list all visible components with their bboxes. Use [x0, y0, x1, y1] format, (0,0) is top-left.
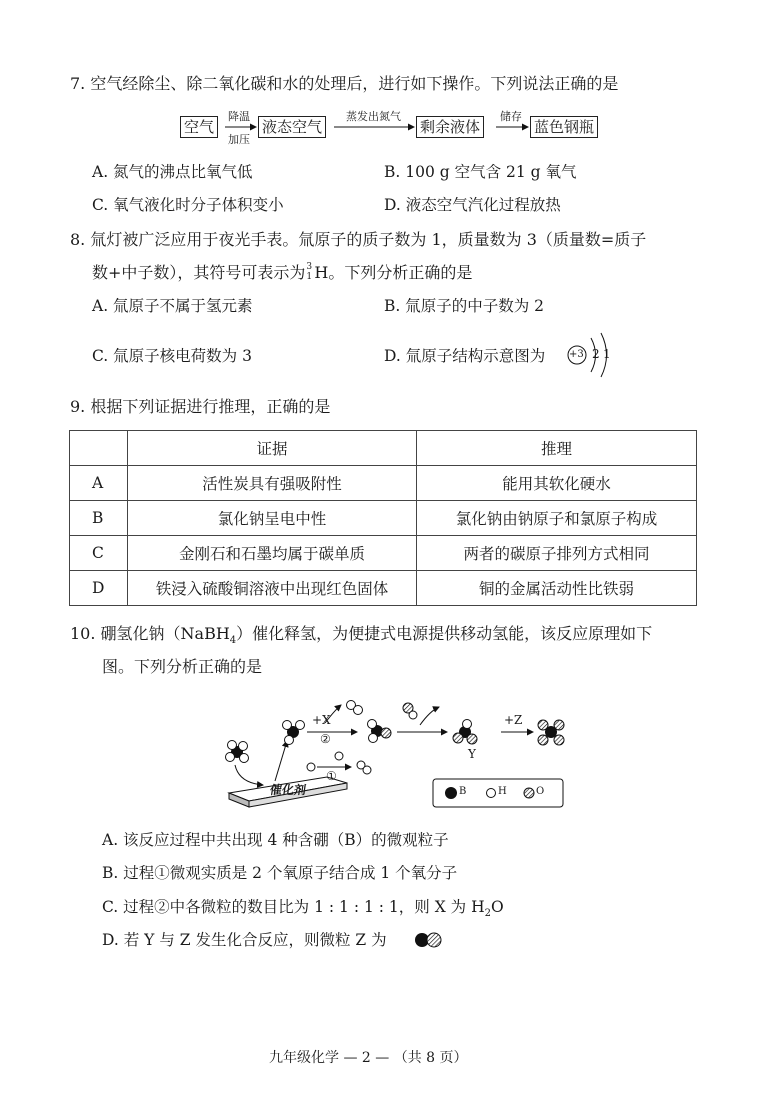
q7-option-a: A. 氮气的沸点比氧气低 [92, 163, 253, 181]
row-evidence: 金刚石和石墨均属于碳单质 [128, 536, 417, 571]
label-plus-z: +Z [504, 713, 523, 727]
element-symbol: H [314, 263, 329, 282]
bh4-species [226, 741, 249, 763]
q10-option-c-sub: 2 [484, 908, 491, 920]
table-row [70, 536, 697, 571]
arrow1-top-label: 降温 [228, 110, 250, 123]
page-footer: 九年级化学 — 2 — （共 8 页） [269, 1050, 468, 1066]
q8-stem-post: 。下列分析正确的是 [328, 263, 473, 282]
flow-node-blue-cylinder: 蓝色钢瓶 [530, 116, 598, 138]
flow-node-remaining-liquid: 剩余液体 [416, 116, 484, 138]
legend-h: H [498, 786, 507, 797]
q10-option-b: B. 过程①微观实质是 2 个氧原子结合成 1 个氧分子 [102, 864, 458, 882]
q7-option-b: B. 100 g 空气含 21 g 氧气 [384, 163, 577, 181]
table-row [70, 466, 697, 501]
arrow2-top-label: 蒸发出氮气 [346, 110, 401, 123]
q10-option-a: A. 该反应过程中共出现 4 种含硼（B）的微观粒子 [102, 831, 449, 849]
label-process-2: ② [320, 732, 331, 746]
q10-stem-line2: 图。下列分析正确的是 [102, 657, 263, 676]
z-particle-icon [413, 930, 445, 950]
label-process-1: ① [326, 769, 337, 783]
row-inference: 铜的金属活动性比铁弱 [417, 571, 697, 606]
q10-stem-sub: 4 [229, 635, 237, 647]
final-species [538, 720, 564, 745]
row-inference: 能用其软化硬水 [417, 466, 697, 501]
q10-option-c-pre: C. 过程②中各微粒的数目比为 1 : 1 : 1 : 1，则 X 为 H [102, 898, 485, 916]
table-header-row [70, 431, 697, 466]
arrow1-bottom-label: 加压 [228, 133, 250, 146]
q10-option-c-post: O [490, 898, 504, 916]
q10-option-d: D. 若 Y 与 Z 发生化合反应，则微粒 Z 为 [102, 931, 387, 949]
q7-option-d: D. 液态空气汽化过程放热 [384, 196, 561, 214]
q8-stem-line1: 8. 氚灯被广泛应用于夜光手表。氚原子的质子数为 1，质量数为 3（质量数=质子 [70, 230, 647, 249]
shell1-electrons: 2 [592, 347, 600, 361]
flow-node-air: 空气 [180, 116, 218, 138]
flow-node-liquid-air: 液态空气 [258, 116, 326, 138]
mass-number: 3 [306, 262, 313, 272]
q10-stem-line1 [70, 623, 652, 652]
legend-o: O [536, 786, 545, 797]
evidence-table [69, 430, 697, 606]
row-key: D [70, 571, 128, 606]
q10-option-c [102, 896, 504, 925]
flow-arrows [0, 0, 764, 160]
catalyst-label: 催化剂 [268, 783, 307, 797]
q10-stem-pre: 10. 硼氢化钠（NaBH [70, 624, 230, 643]
label-plus-x: +X [312, 713, 331, 727]
q8-stem-line2 [92, 262, 472, 284]
row-key: C [70, 536, 128, 571]
label-y: Y [468, 747, 476, 761]
bh3-species [283, 721, 305, 745]
header-inference: 推理 [417, 431, 697, 466]
bh2oh-species [368, 720, 392, 743]
row-key: B [70, 501, 128, 536]
q8-option-d: D. 氚原子结构示意图为 [384, 347, 546, 365]
legend-b: B [459, 786, 467, 797]
row-evidence: 氯化钠呈电中性 [128, 501, 417, 536]
row-key: A [70, 466, 128, 501]
nucleus-charge: +3 [569, 349, 584, 360]
q8-option-b: B. 氚原子的中子数为 2 [384, 297, 545, 315]
row-inference: 氯化钠由钠原子和氯原子构成 [417, 501, 697, 536]
row-inference: 两者的碳原子排列方式相同 [417, 536, 697, 571]
table-row [70, 571, 697, 606]
y-species [453, 720, 477, 745]
row-evidence: 铁浸入硫酸铜溶液中出现红色固体 [128, 571, 417, 606]
q7-stem: 7. 空气经除尘、除二氧化碳和水的处理后，进行如下操作。下列说法正确的是 [70, 74, 619, 93]
q8-option-a: A. 氚原子不属于氢元素 [92, 297, 253, 315]
header-evidence: 证据 [128, 431, 417, 466]
q10-stem-post: ）催化释氢，为便捷式电源提供移动氢能，该反应原理如下 [236, 624, 653, 643]
q8-stem-pre: 数+中子数），其符号可表示为 [92, 263, 306, 282]
q8-option-c: C. 氚原子核电荷数为 3 [92, 347, 252, 365]
table-row [70, 501, 697, 536]
q9-stem: 9. 根据下列证据进行推理，正确的是 [70, 397, 331, 416]
q7-option-c: C. 氧气液化时分子体积变小 [92, 196, 284, 214]
arrow3-top-label: 储存 [500, 110, 522, 123]
row-evidence: 活性炭具有强吸附性 [128, 466, 417, 501]
atomic-number: 1 [306, 272, 313, 282]
shell2-electrons: 1 [603, 347, 611, 361]
tritium-symbol-indices [305, 262, 314, 282]
header-key [70, 431, 128, 466]
